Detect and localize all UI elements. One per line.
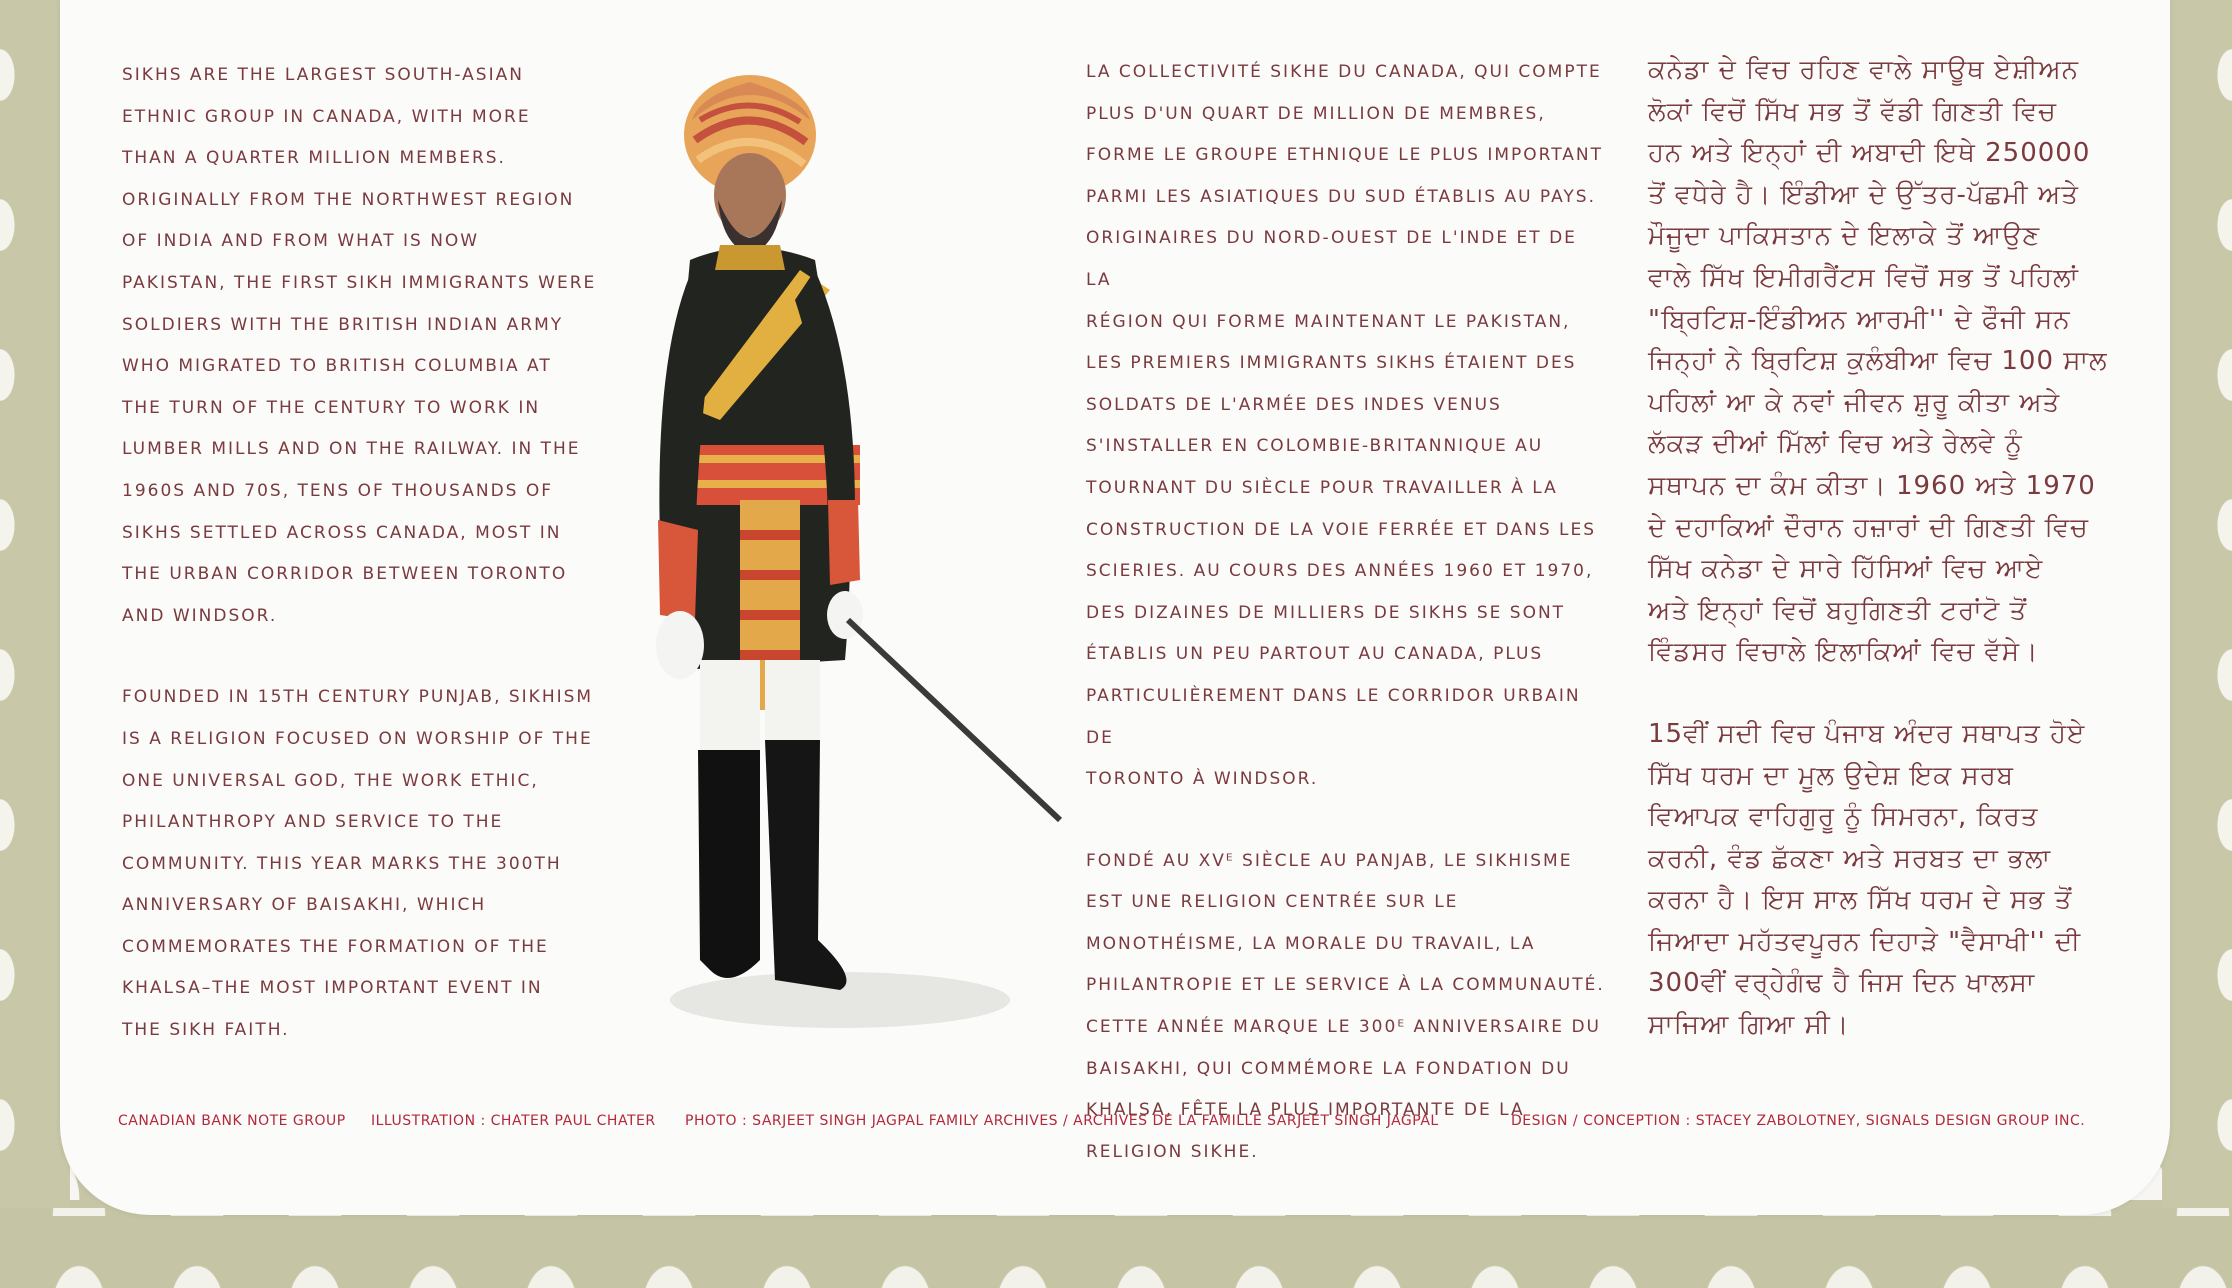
bottom-pattern-border xyxy=(0,1208,2232,1288)
sikh-soldier-illustration xyxy=(600,60,1080,1060)
english-paragraph-2: FOUNDED IN 15TH CENTURY PUNJAB, SIKHISM IS A RELIGION FOCUSED ON WORSHIP OF THE ONE UNIVERSAL GOD, THE WORK ETHIC, PHILANTHROPY AND SERVICE TO THE COMMUNITY. THIS YEAR MARKS THE 300TH ANNIVERSARY OF BAISAKHI, WHICH COMMEMORATES THE FORMATION OF THE KHALSA–THE MOST IMPORTANT EVENT IN THE SIKH FAITH. xyxy=(122,687,594,1041)
punjabi-paragraph-2: 15ਵੀਂ ਸਦੀ ਵਿਚ ਪੰਜਾਬ ਅੰਦਰ ਸਥਾਪਤ ਹੋਏ ਸਿੱਖ ਧਰਮ ਦਾ ਮੂਲ ਉਦੇਸ਼ ਇਕ ਸਰਬ ਵਿਆਪਕ ਵਾਹਿਗੁਰੂ ਨੂੰ ਸਿਮਰਨਾ, ਕਿਰਤ ਕਰਨੀ, ਵੰਡ ਛੱਕਣਾ ਅਤੇ ਸਰਬਤ ਦਾ ਭਲਾ ਕਰਨਾ ਹੈ। ਇਸ ਸਾਲ ਸਿੱਖ ਧਰਮ ਦੇ ਸਭ ਤੋਂ ਜਿਆਦਾ ਮਹੱਤਵਪੂਰਨ ਦਿਹਾੜੇ "ਵੈਸਾਖੀ'' ਦੀ 300ਵੀਂ ਵਰ੍ਹੇਗੰਢ ਹੈ ਜਿਸ ਦਿਨ ਖਾਲਸਾ ਸਾਜਿਆ ਗਿਆ ਸੀ। xyxy=(1648,718,2086,1041)
punjabi-text-column xyxy=(1648,50,2148,1047)
punjabi-paragraph-1: ਕਨੇਡਾ ਦੇ ਵਿਚ ਰਹਿਣ ਵਾਲੇ ਸਾਊਥ ਏਸ਼ੀਅਨ ਲੋਕਾਂ ਵਿਚੋਂ ਸਿੱਖ ਸਭ ਤੋਂ ਵੱਡੀ ਗਿਣਤੀ ਵਿਚ ਹਨ ਅਤੇ ਇਨ੍ਹਾਂ ਦੀ ਅਬਾਦੀ ਇਥੇ 250000 ਤੋਂ ਵਧੇਰੇ ਹੈ। ਇੰਡੀਆ ਦੇ ਉੱਤਰ-ਪੱਛਮੀ ਅਤੇ ਮੌਜੂਦਾ ਪਾਕਿਸਤਾਨ ਦੇ ਇਲਾਕੇ ਤੋਂ ਆਉਣ ਵਾਲੇ ਸਿੱਖ ਇਮੀਗਰੈਂਟਸ ਵਿਚੋਂ ਸਭ ਤੋਂ ਪਹਿਲਾਂ "ਬ੍ਰਿਟਿਸ਼-ਇੰਡੀਅਨ ਆਰਮੀ'' ਦੇ ਫੌਜੀ ਸਨ ਜਿਨ੍ਹਾਂ ਨੇ ਬ੍ਰਿਟਿਸ਼ ਕੁਲੰਬੀਆ ਵਿਚ 100 ਸਾਲ ਪਹਿਲਾਂ ਆ ਕੇ ਨਵਾਂ ਜੀਵਨ ਸ਼ੁਰੂ ਕੀਤਾ ਅਤੇ ਲੱਕੜ ਦੀਆਂ ਮਿੱਲਾਂ ਵਿਚ ਅਤੇ ਰੇਲਵੇ ਨੂੰ ਸਥਾਪਨ ਦਾ ਕੰਮ ਕੀਤਾ। 1960 ਅਤੇ 1970 ਦੇ ਦਹਾਕਿਆਂ ਦੌਰਾਨ ਹਜ਼ਾਰਾਂ ਦੀ ਗਿਣਤੀ ਵਿਚ ਸਿੱਖ ਕਨੇਡਾ ਦੇ ਸਾਰੇ ਹਿੱਸਿਆਂ ਵਿਚ ਆਏ ਅਤੇ ਇਨ੍ਹਾਂ ਵਿਚੋਂ ਬਹੁਗਿਣਤੀ ਟਰਾਂਟੋ ਤੋਂ ਵਿੰਡਸਰ ਵਿਚਾਲੇ ਇਲਾਕਿਆਂ ਵਿਚ ਵੱਸੇ। xyxy=(1648,55,2108,668)
right-boot xyxy=(765,740,846,990)
french-paragraph-2: FONDÉ AU XVᴱ SIÈCLE AU PANJAB, LE SIKHISME EST UNE RELIGION CENTRÉE SUR LE MONOTHÉISME, LA MORALE DU TRAVAIL, LA PHILANTROPIE ET LE SERVICE À LA COMMUNAUTÉ. CETTE ANNÉE MARQUE LE 300ᴱ ANNIVERSAIRE DU BAISAKHI, QUI COMMÉMORE LA FONDATION DU KHALSA, FÊTE LA PLUS IMPORTANTE DE LA RELIGION SIKHE. xyxy=(1086,850,1605,1162)
left-boot xyxy=(698,750,760,978)
credits-line xyxy=(118,1113,2118,1143)
left-glove xyxy=(656,611,704,679)
sword xyxy=(848,620,1060,820)
credit-illustration: ILLUSTRATION : CHATER PAUL CHATER xyxy=(371,1113,656,1129)
english-paragraph-1: SIKHS ARE THE LARGEST SOUTH-ASIAN ETHNIC GROUP IN CANADA, WITH MORE THAN A QUARTER MILLION MEMBERS. ORIGINALLY FROM THE NORTHWEST REGION OF INDIA AND FROM WHAT IS NOW PAKISTAN, THE FIRST SIKH IMMIGRANTS WERE SOLDIERS WITH THE BRITISH INDIAN ARMY WHO MIGRATED TO BRITISH COLUMBIA AT THE TURN OF THE CENTURY TO WORK IN LUMBER MILLS AND ON THE RAILWAY. IN THE 1960S AND 70S, TENS OF THOUSANDS OF SIKHS SETTLED ACROSS CANADA, MOST IN THE URBAN CORRIDOR BETWEEN TORONTO AND WINDSOR. xyxy=(122,65,597,626)
credit-printer: CANADIAN BANK NOTE GROUP xyxy=(118,1113,346,1129)
credit-photo: PHOTO : SARJEET SINGH JAGPAL FAMILY ARCHIVES / ARCHIVES DE LA FAMILLE SARJEET SINGH JAGPAL xyxy=(685,1113,1439,1129)
english-text-column xyxy=(122,55,602,1052)
french-text-column xyxy=(1086,52,1606,1173)
credit-design: DESIGN / CONCEPTION : STACEY ZABOLOTNEY, SIGNALS DESIGN GROUP INC. xyxy=(1511,1113,2086,1129)
right-pattern-border xyxy=(2162,0,2232,1288)
french-paragraph-1: LA COLLECTIVITÉ SIKHE DU CANADA, QUI COMPTE PLUS D'UN QUART DE MILLION DE MEMBRES, FORME LE GROUPE ETHNIQUE LE PLUS IMPORTANT PARMI LES ASIATIQUES DU SUD ÉTABLIS AU PAYS. ORIGINAIRES DU NORD-OUEST DE L'INDE ET DE LA RÉGION QUI FORME MAINTENANT LE PAKISTAN, LES PREMIERS IMMIGRANTS SIKHS ÉTAIENT DES SOLDATS DE L'ARMÉE DES INDES VENUS S'INSTALLER EN COLOMBIE-BRITANNIQUE AU TOURNANT DU SIÈCLE POUR TRAVAILLER À LA CONSTRUCTION DE LA VOIE FERRÉE ET DANS LES SCIERIES. AU COURS DES ANNÉES 1960 ET 1970, DES DIZAINES DE MILLIERS DE SIKHS SE SONT ÉTABLIS UN PEU PARTOUT AU CANADA, PLUS PARTICULIÈREMENT DANS LE CORRIDOR URBAIN DE TORONTO À WINDSOR. xyxy=(1086,62,1604,790)
